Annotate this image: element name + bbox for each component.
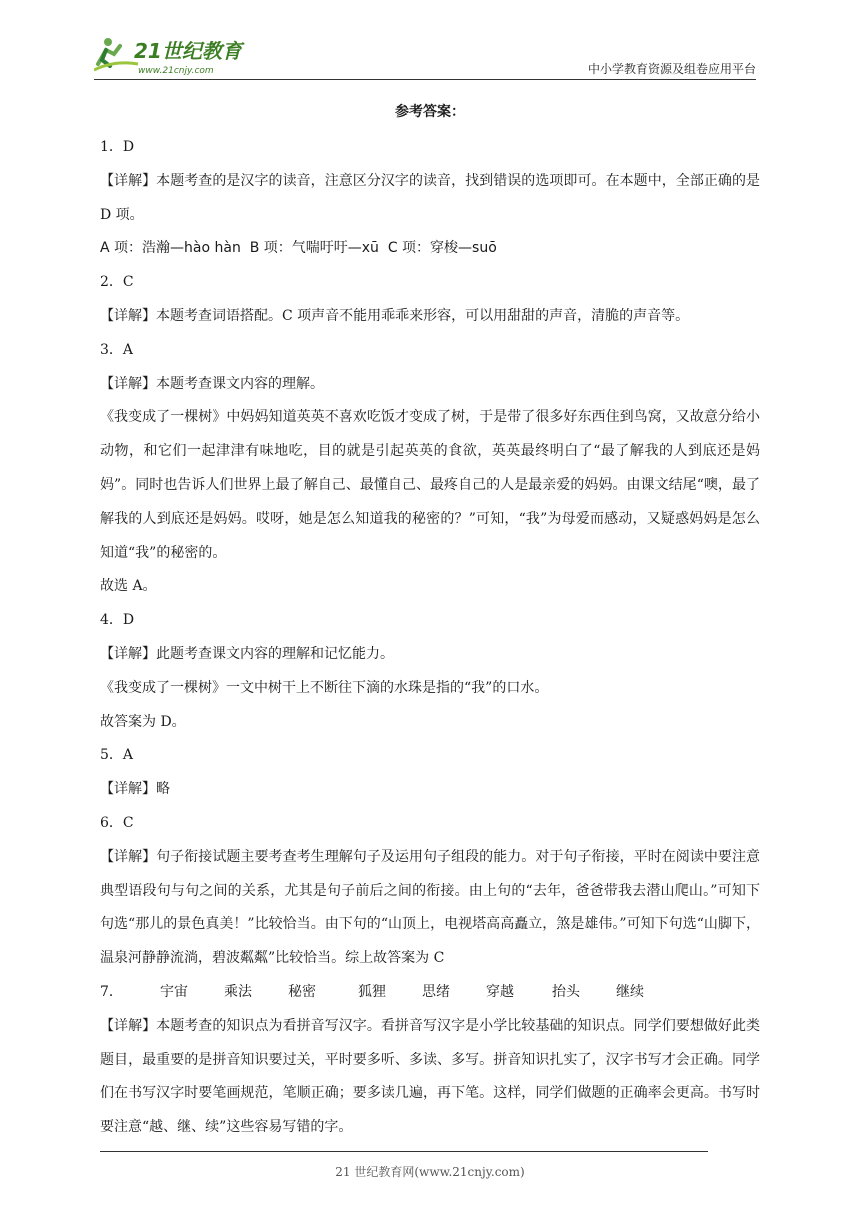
platform-name: 中小学教育资源及组卷应用平台 — [587, 62, 756, 76]
runner-icon — [94, 38, 138, 70]
q3-answer: 3．A — [100, 341, 134, 358]
q4-choice: 故答案为 D。 — [100, 713, 186, 730]
page-title: 参考答案： — [395, 104, 465, 120]
logo — [94, 34, 264, 78]
page-header — [0, 0, 860, 82]
q4-answer: 4．D — [100, 612, 135, 629]
q7-answer: 7． 宇宙 乘法 秘密 狐狸 思绪 穿越 抬头 继续 — [100, 983, 644, 1000]
q4-text: 《我变成了一棵树》一文中树干上不断往下滴的水珠是指的“我”的口水。 — [100, 679, 549, 696]
q3-choice: 故选 A。 — [100, 578, 157, 595]
q2-answer: 2．C — [100, 274, 134, 291]
footer-divider — [100, 1151, 708, 1152]
q6-answer: 6．C — [100, 814, 134, 831]
q5-answer: 5．A — [100, 747, 134, 764]
svg-text:www.21cnjy.com: www.21cnjy.com — [138, 66, 214, 76]
svg-text:21世纪教育: 21世纪教育 — [134, 39, 242, 63]
footer: 21 世纪教育网(www.21cnjy.com) — [335, 1165, 525, 1179]
q1-detail: 【详解】本题考查的是汉字的读音，注意区分汉字的读音，找到错误的选项即可。在本题中，全部正确的是 D 项。 — [100, 172, 760, 223]
q3-detail: 【详解】本题考查课文内容的理解。 — [100, 375, 324, 392]
header-divider — [94, 79, 756, 80]
q7-detail: 【详解】本题考查的知识点为看拼音写汉字。看拼音写汉字是小学比较基础的知识点。同学们要想做好此类题目，最重要的是拼音知识要过关，平时要多听、多读、多写。拼音知识扎实了，汉字书写才会正确。同学们在书写汉字时要笔画规范，笔顺正确；要多读几遍，再下笔。这样，同学们做题的正确率会更高。书写时要注意“越、继、续”这些容易写错的字。 — [100, 1017, 760, 1136]
q6-detail: 【详解】句子衔接试题主要考查考生理解句子及运用句子组段的能力。对于句子衔接，平时在阅读中要注意典型语段句与句之间的关系，尤其是句子前后之间的衔接。由上句的“去年，爸爸带我去潜山爬山。”可知下句选“那儿的景色真美！”比较恰当。由下句的“山顶上，电视塔高高矗立，煞是雄伟。”可知下句选“山脚下，温泉河静静流淌，碧波粼粼”比较恰当。综上故答案为 C — [100, 848, 760, 967]
q1-options: A 项：浩瀚—hào hàn B 项：气喘吁吁—xū C 项：穿梭—suō — [100, 240, 497, 257]
q5-detail: 【详解】略 — [100, 781, 170, 798]
answer-content — [100, 95, 760, 1145]
q3-text: 《我变成了一棵树》中妈妈知道英英不喜欢吃饭才变成了树，于是带了很多好东西住到鸟窝，又故意分给小动物，和它们一起津津有味地吃，目的就是引起英英的食欲，英英最终明白了“最了解我的人到底还是妈妈”。同时也告诉人们世界上最了解自己、最懂自己、最疼自己的人是最亲爱的妈妈。由课文结尾“噢，最了解我的人到底还是妈妈。哎呀，她是怎么知道我的秘密的？”可知，“我”为母爱而感动，又疑惑妈妈是怎么知道“我”的秘密的。 — [100, 409, 760, 561]
q2-detail: 【详解】本题考查词语搭配。C 项声音不能用乖乖来形容，可以用甜甜的声音，清脆的声音等。 — [100, 307, 690, 324]
q4-detail: 【详解】此题考查课文内容的理解和记忆能力。 — [100, 645, 394, 662]
q1-answer: 1．D — [100, 139, 135, 155]
